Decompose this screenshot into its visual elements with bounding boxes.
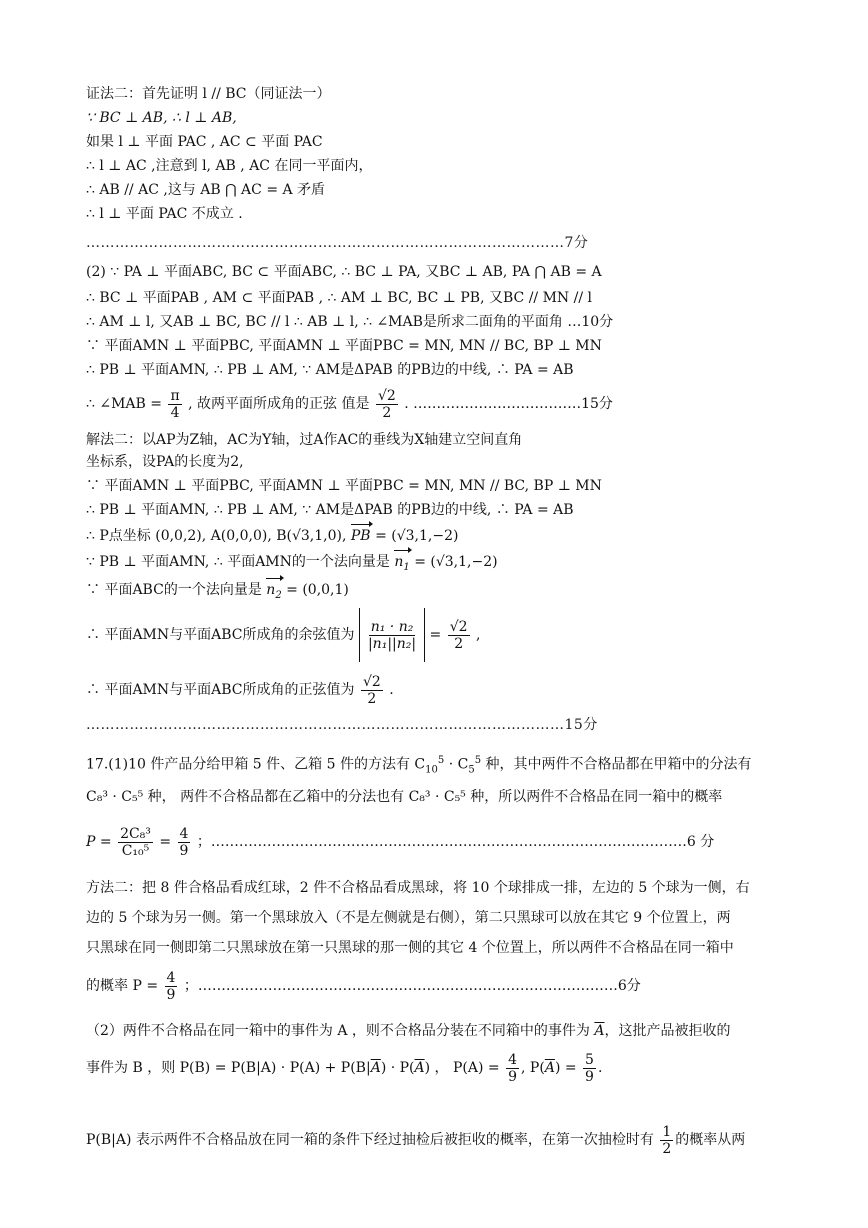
vector-n1: $n_1$: [394, 552, 409, 578]
method2-paragraph-line: 方法二：把 8 件合格品看成红球，2 件不合格品看成黑球，将 10 个球排成一排，左边的 5 个球为一侧，右: [86, 880, 750, 896]
method2-line: ∴ P点坐标 (0,0,2), A(0,0,0), B(√3,1,0), PB = (√3,1,−2): [86, 528, 459, 544]
problem17-line: 17.(1)10 件产品分给甲箱 5 件、乙箱 5 件的方法有 $C_{10}^5 \cdot C_5^5$ 种，其中两件不合格品都在甲箱中的分法有: [86, 755, 752, 776]
solution-line: ∴ PB ⊥ 平面AMN, ∴ PB ⊥ AM, ∵ AM是ΔPAB 的PB边的中线, ∴ PA = AB: [86, 362, 574, 378]
fraction: $\frac{5}{9}$: [585, 1051, 594, 1085]
proof-line: 如果 l ⊥ 平面 PAC , AC ⊂ 平面 PAC: [86, 134, 323, 150]
solution-line: ∴ BC ⊥ 平面PAB , AM ⊂ 平面PAB , ∴ AM ⊥ BC, BC ⊥ PB, 又BC // MN // l: [86, 290, 592, 306]
vector-n2: $n_2$: [266, 580, 281, 606]
fraction: $\frac{\text{n₁ · n₂}}{\text{|n₁||n₂|}}$: [367, 618, 417, 652]
solution-line: ∴ AM ⊥ l, 又AB ⊥ BC, BC // l ∴ AB ⊥ l, ∴ ∠MAB是所求二面角的平面角 …10分: [86, 314, 614, 330]
score-dots: ………………………………………………………………………………………7分: [86, 235, 589, 251]
fraction: $\frac{4}{9}$: [166, 969, 176, 1003]
problem17-probability: P = $\frac{\text{2C₈³}}{\text{C₁₀⁵}}$ = $\frac{4}{9}$ ；…………………………………………………………………………………………6 分: [86, 825, 715, 859]
proof-line: ∴ l ⊥ AC ,注意到 l, AB , AC 在同一平面内，: [86, 158, 373, 174]
method2-line: ∵ 平面ABC的一个法向量是 $n_2 = (0,0,1)$: [86, 580, 349, 606]
abs-value: [359, 608, 425, 662]
solution-line: (2) ∵ PA ⊥ 平面ABC, BC ⊂ 平面ABC, ∴ BC ⊥ PA, 又BC ⊥ AB, PA ⋂ AB = A: [86, 264, 602, 280]
method2-line: ∵ PB ⊥ 平面AMN, ∴ 平面AMN的一个法向量是 $n_1 = (√3,1,-2)$: [86, 552, 498, 578]
proof-line: ∵ BC ⊥ AB, ∴ l ⊥ AB,: [86, 110, 237, 126]
sine-line: ∴ 平面AMN与平面ABC所成角的正弦值为 $\frac{√2}{2}$ .: [86, 673, 394, 707]
solution-line: ∵ 平面AMN ⊥ 平面PBC, 平面AMN ⊥ 平面PBC = MN, MN // BC, BP ⊥ MN: [86, 338, 602, 354]
proof2-heading: 证法二：首先证明 l // BC（同证法一）: [86, 86, 331, 102]
method2-line: ∵ 平面AMN ⊥ 平面PBC, 平面AMN ⊥ 平面PBC = MN, MN // BC, BP ⊥ MN: [86, 478, 602, 494]
fraction: $\frac{√2}{2}$: [449, 618, 468, 652]
proof-line: ∴ AB // AC ,这与 AB ⋂ AC = A 矛盾: [86, 182, 326, 198]
fraction: $\frac{√2}{2}$: [362, 673, 381, 707]
fraction: $\frac{1}{2}$: [662, 1123, 672, 1157]
fraction: $\frac{\pi}{4}$: [170, 387, 180, 421]
solution-line-angle: ∴ ∠MAB = $\frac{\pi}{4}$ , 故两平面所成角的正弦 值是 $\frac{√2}{2}$ . ………………………………15分: [86, 387, 613, 421]
vector-pb: PB: [350, 528, 371, 544]
fraction: $\frac{4}{9}$: [508, 1051, 518, 1085]
part2-line: 事件为 B ，则 $P(B) = P(B|A) \cdot P(A) + P(B|\overline{A}) \cdot P(\overline{A})$ ， P(A) = $\frac{4}{9}$ , $P(\overline{A})$ = $\frac{5}{9}$ .: [86, 1051, 603, 1085]
part2-line: P(B|A) 表示两件不合格品放在同一箱的条件下经过抽检后被拒收的概率，在第一次抽检时有 $\frac{1}{2}$ 的概率从两: [86, 1123, 746, 1157]
method2-paragraph-line: 只黑球在同一侧即第二只黑球放在第一只黑球的那一侧的其它 4 个位置上，所以两件不合格品在同一箱中: [86, 940, 734, 956]
cosine-line: ∴ 平面AMN与平面ABC所成角的余弦值为 $\frac{\text{n₁ · n₂}}{\text{|n₁||n₂|}}$ = $\frac{√2}{2}$ ,: [86, 608, 480, 662]
part2-line: （2）两件不合格品在同一箱中的事件为 A ，则不合格品分装在不同箱中的事件为 $\overline{A}$，这批产品被拒收的: [86, 1023, 731, 1039]
fraction: $\frac{4}{9}$: [179, 825, 189, 859]
method2-paragraph-line: 边的 5 个球为另一侧。第一个黑球放入（不是左侧就是右侧），第二只黑球可以放在其它 9 个位置上，两: [86, 910, 731, 926]
method2-heading: 解法二：以AP为Z轴，AC为Y轴，过A作AC的垂线为X轴建立空间直角: [86, 432, 523, 448]
fraction: $\frac{√2}{2}$: [377, 387, 396, 421]
proof-line: ∴ l ⊥ 平面 PAC 不成立 .: [86, 206, 243, 222]
method2-paragraph-line: 的概率 P = $\frac{4}{9}$ ；………………………………………………………………………………6分: [86, 969, 641, 1003]
fraction: $\frac{\text{2C₈³}}{\text{C₁₀⁵}}$: [120, 825, 151, 859]
method2-line: ∴ PB ⊥ 平面AMN, ∴ PB ⊥ AM, ∵ AM是ΔPAB 的PB边的中线, ∴ PA = AB: [86, 502, 574, 518]
problem17-line: C₈³ · C₅⁵ 种， 两件不合格品都在乙箱中的分法也有 C₈³ · C₅⁵ 种，所以两件不合格品在同一箱中的概率: [86, 789, 723, 805]
method2-line: 坐标系，设PA的长度为2,: [86, 454, 244, 470]
score-dots: ………………………………………………………………………………………15分: [86, 717, 598, 733]
